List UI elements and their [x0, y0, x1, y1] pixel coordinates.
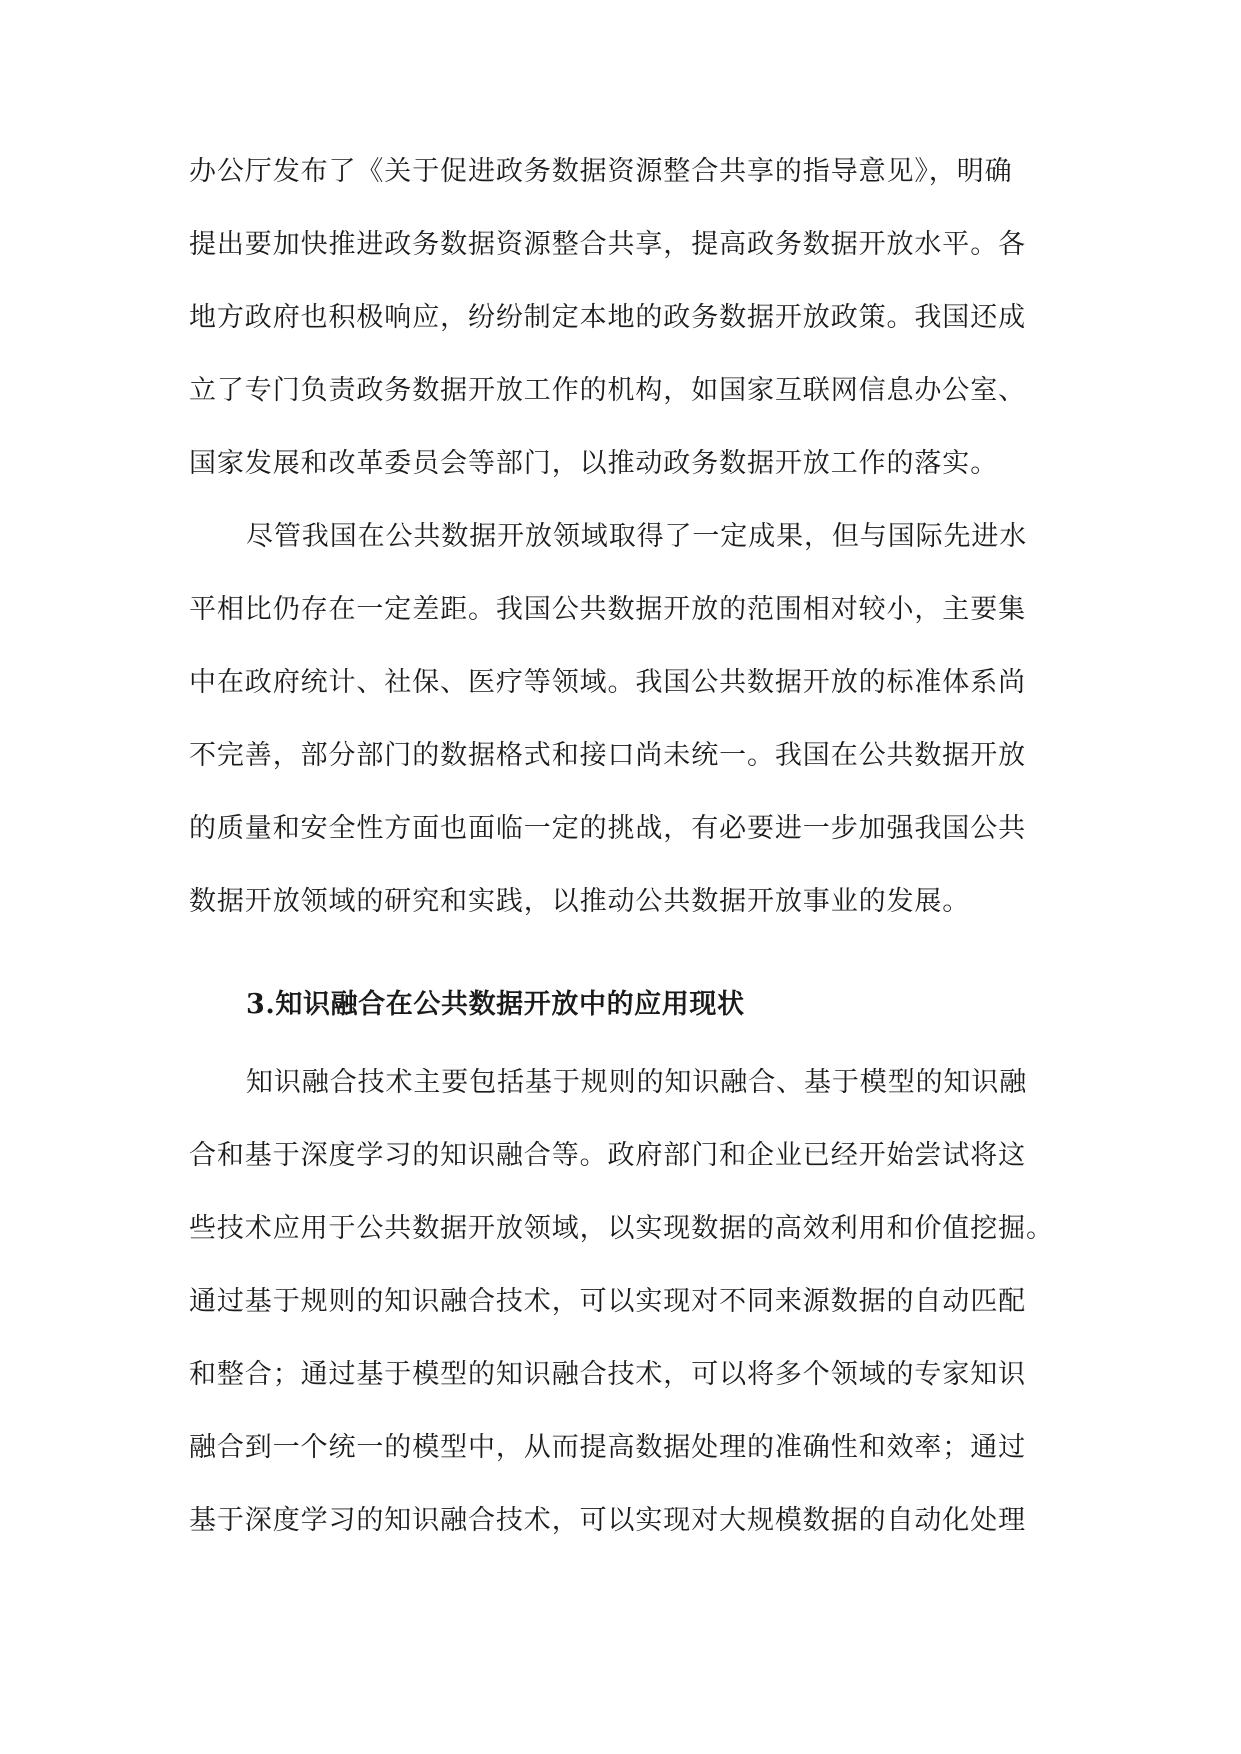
- paragraph-1-line-1: 办公厅发布了《关于促进政务数据资源整合共享的指导意见》，明确: [189, 156, 1013, 187]
- paragraph-3-line-5: 和整合；通过基于模型的知识融合技术，可以将多个领域的专家知识: [189, 1359, 1026, 1390]
- paragraph-3-line-4: 通过基于规则的知识融合技术，可以实现对不同来源数据的自动匹配: [189, 1286, 1026, 1317]
- paragraph-2-line-2: 平相比仍存在一定差距。我国公共数据开放的范围相对较小，主要集: [189, 594, 1026, 625]
- paragraph-2-line-6: 数据开放领域的研究和实践，以推动公共数据开放事业的发展。: [189, 886, 971, 917]
- paragraph-1-line-5: 国家发展和改革委员会等部门，以推动政务数据开放工作的落实。: [189, 448, 999, 479]
- paragraph-2-line-4: 不完善，部分部门的数据格式和接口尚未统一。我国在公共数据开放: [189, 740, 1026, 771]
- paragraph-3-line-3: 些技术应用于公共数据开放领域，以实现数据的高效利用和价值挖掘。: [189, 1213, 1054, 1244]
- paragraph-1-line-3: 地方政府也积极响应，纷纷制定本地的政务数据开放政策。我国还成: [189, 302, 1026, 333]
- paragraph-3-line-1: 知识融合技术主要包括基于规则的知识融合、基于模型的知识融: [246, 1067, 1028, 1098]
- paragraph-3-line-6: 融合到一个统一的模型中，从而提高数据处理的准确性和效率；通过: [189, 1432, 1026, 1463]
- paragraph-1-line-2: 提出要加快推进政务数据资源整合共享，提高政务数据开放水平。各: [189, 229, 1026, 260]
- paragraph-1-line-4: 立了专门负责政务数据开放工作的机构，如国家互联网信息办公室、: [189, 375, 1026, 406]
- paragraph-3-line-2: 合和基于深度学习的知识融合等。政府部门和企业已经开始尝试将这: [189, 1140, 1026, 1171]
- paragraph-2-line-5: 的质量和安全性方面也面临一定的挑战，有必要进一步加强我国公共: [189, 813, 1026, 844]
- section-3-heading: 3.知识融合在公共数据开放中的应用现状: [246, 989, 745, 1020]
- paragraph-2-line-3: 中在政府统计、社保、医疗等领域。我国公共数据开放的标准体系尚: [189, 667, 1026, 698]
- paragraph-2-line-1: 尽管我国在公共数据开放领域取得了一定成果，但与国际先进水: [246, 521, 1028, 552]
- paragraph-3-line-7: 基于深度学习的知识融合技术，可以实现对大规模数据的自动化处理: [189, 1505, 1026, 1536]
